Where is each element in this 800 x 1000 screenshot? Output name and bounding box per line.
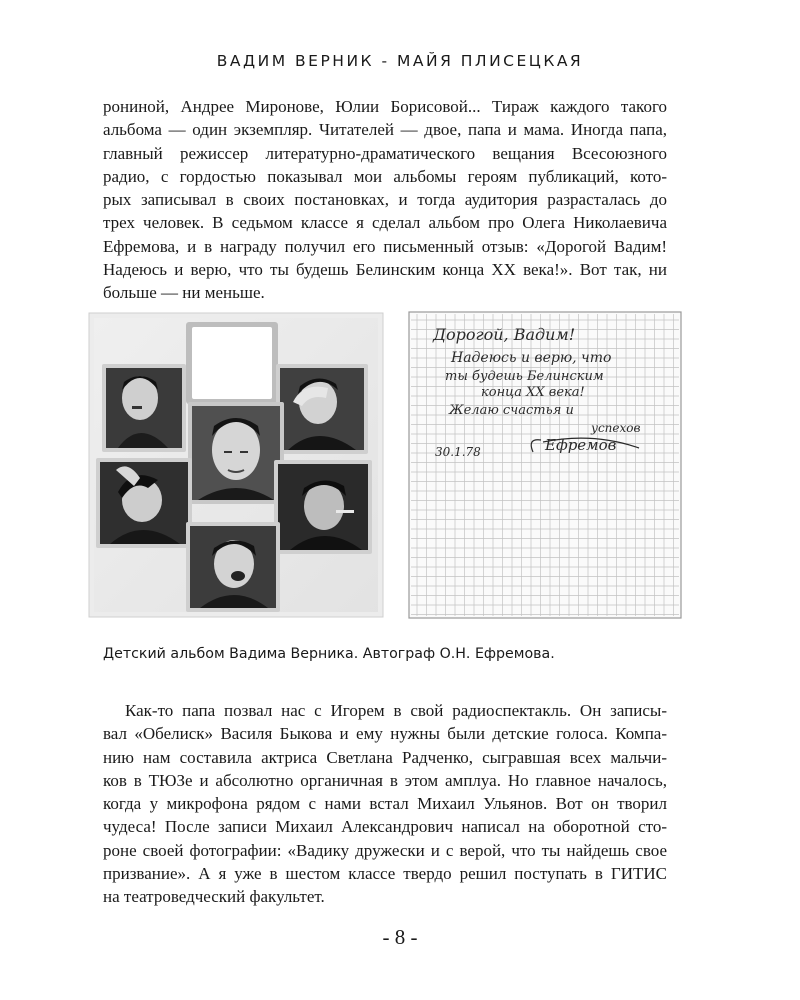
handwriting-line: ты будешь Белинским	[445, 369, 604, 384]
text-line: главный режиссер литературно-драматического вещания Всесоюзного	[103, 143, 667, 163]
text-line: радио, с гордостью показывал мои альбомы героям публикаций, кото-	[103, 166, 667, 186]
portrait-photo	[276, 364, 368, 454]
paragraph-2	[103, 699, 667, 909]
text-line: нию нам составила актриса Светлана Радченко, сыгравшая всех мальчи-	[103, 747, 667, 767]
text-line: Ефремова, и в награду получил его письменный отзыв: «Дорогой Вадим!	[103, 236, 667, 256]
handwriting-line: Желаю счастья и	[449, 403, 574, 418]
text-line: рых записывал в своих постановках, и тогда аудитория разрасталась до	[103, 190, 667, 210]
paragraph-1	[103, 95, 667, 305]
text-line: роне своей фотографии: «Вадику дружески и с верой, что ты найдешь свое	[103, 840, 667, 860]
handwriting-line: конца XX века!	[481, 385, 585, 400]
handwriting-line: успехов	[591, 421, 641, 435]
text-line: призвание». А я уже в шестом классе твердо решил поступать в ГИТИС	[103, 864, 667, 884]
handwriting-line: Дорогой, Вадим!	[433, 325, 576, 344]
text-line: рониной, Андрее Миронове, Юлии Борисовой... Тираж каждого такого	[103, 97, 667, 116]
text-line: когда у микрофона рядом с нами встал Михаил Ульянов. Вот он творил	[103, 794, 667, 814]
empty-photo-frame	[186, 322, 278, 404]
running-header: ВАДИМ ВЕРНИК - МАЙЯ ПЛИСЕЦКАЯ	[216, 52, 584, 70]
text-line: Как-то папа позвал нас с Игорем в свой радиоспектакль. Он записы-	[125, 701, 667, 720]
portrait-photo	[188, 402, 284, 504]
text-line: альбома — один экземпляр. Читателей — двое, папа и мама. Иногда папа,	[103, 120, 667, 140]
handwritten-date: 30.1.78	[435, 445, 481, 459]
figure-caption: Детский альбом Вадима Верника. Автограф О.Н. Ефремова.	[103, 646, 555, 662]
page-number: - 8 -	[382, 925, 418, 949]
text-line: на театроведческий факультет.	[103, 887, 325, 907]
portrait-photo	[96, 458, 192, 548]
signature: Ефремов	[545, 436, 617, 454]
text-line: больше — ни меньше.	[103, 283, 265, 303]
text-line: трех человек. В седьмом классе я сделал альбом про Олега Николаевича	[103, 213, 667, 233]
album-photo	[88, 310, 386, 620]
handwriting-line: Надеюсь и верю, что	[451, 350, 612, 366]
text-line: ков в ТЮЗе и абсолютно органичная в этом амплуа. Но главное началось,	[103, 770, 667, 790]
text-line: Надеюсь и верю, что ты будешь Белинским конца XX века!». Вот так, ни	[103, 260, 667, 280]
text-line: чудеса! После записи Михаил Александрович написал на оборотной сто-	[103, 817, 667, 837]
portrait-photo	[186, 522, 280, 612]
portrait-photo	[102, 364, 186, 452]
portrait-photo	[274, 460, 372, 554]
notebook-autograph	[405, 310, 685, 622]
text-line: вал «Обелиск» Василя Быкова и ему нужны были детские голоса. Компа-	[103, 724, 667, 744]
